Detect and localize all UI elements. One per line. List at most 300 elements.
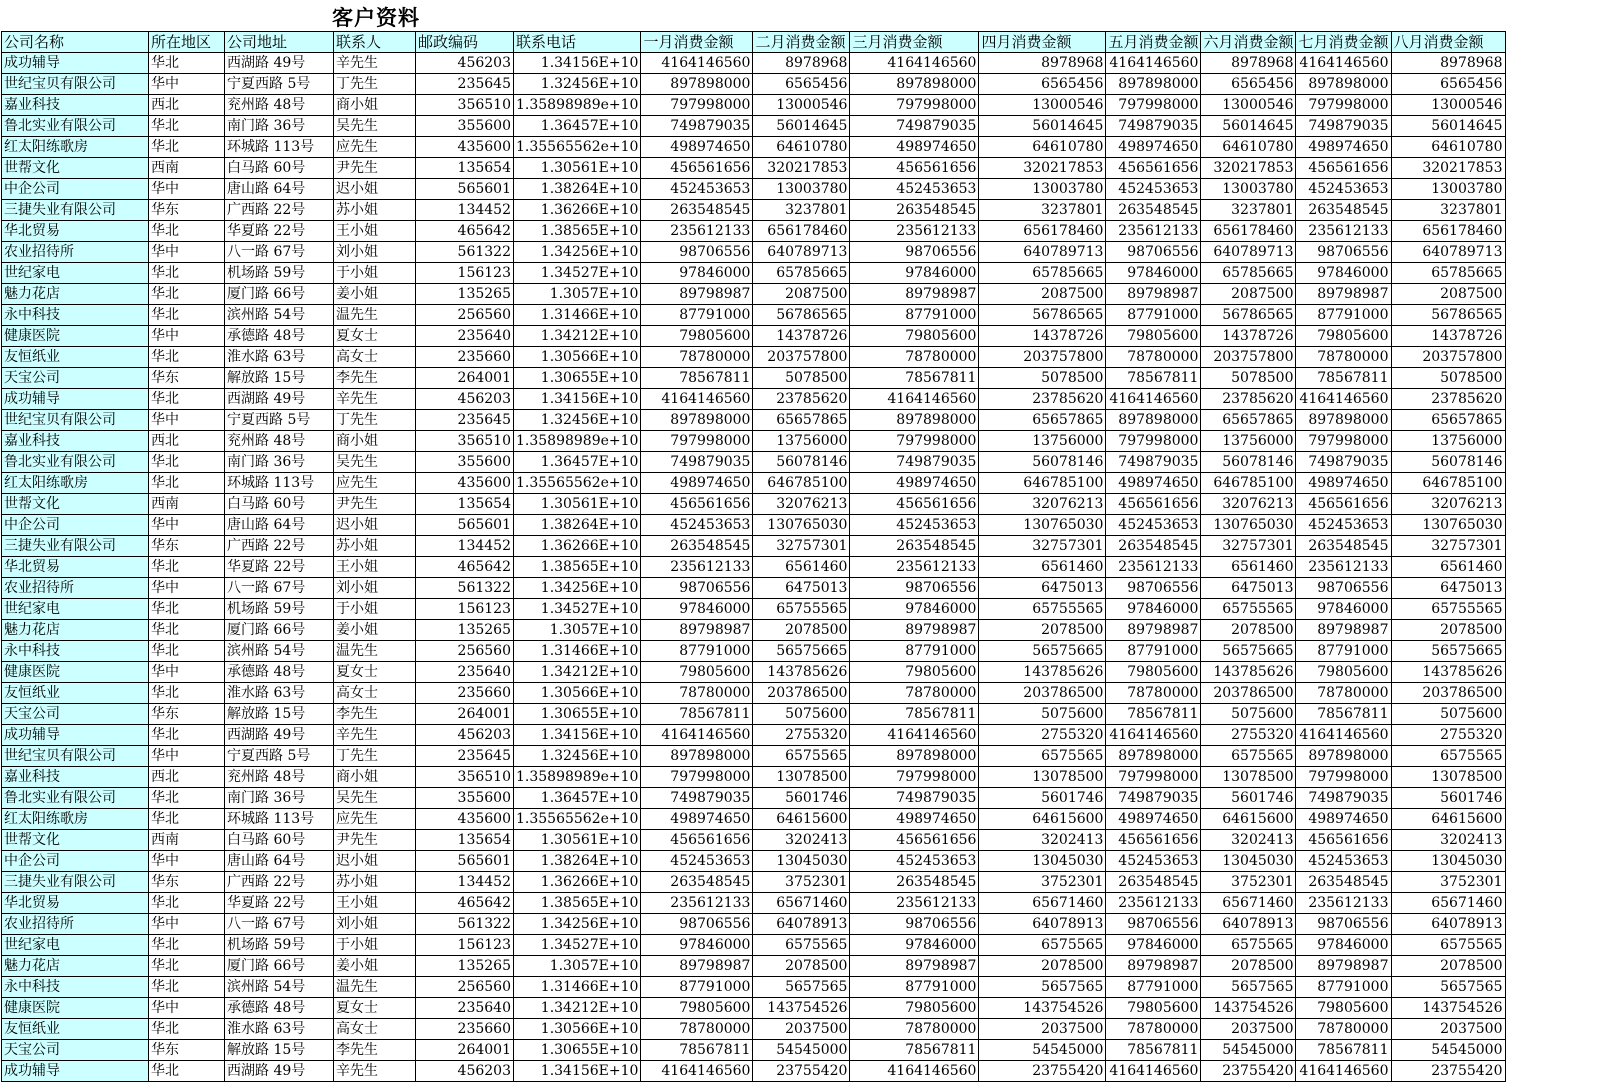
table-cell[interactable]: 辛先生 bbox=[334, 389, 416, 410]
table-cell[interactable]: 刘小姐 bbox=[334, 578, 416, 599]
table-cell[interactable]: 98706556 bbox=[1296, 242, 1391, 263]
table-cell[interactable]: 56575665 bbox=[979, 641, 1106, 662]
table-cell[interactable]: 89798987 bbox=[641, 620, 753, 641]
table-cell[interactable]: 89798987 bbox=[850, 284, 979, 305]
table-cell[interactable]: 32076213 bbox=[753, 494, 850, 515]
table-cell[interactable]: 23755420 bbox=[1201, 1061, 1296, 1082]
table-cell[interactable]: 温先生 bbox=[334, 641, 416, 662]
table-cell[interactable]: 广西路 22号 bbox=[225, 200, 334, 221]
table-cell[interactable]: 4164146560 bbox=[850, 53, 979, 74]
table-cell[interactable]: 13045030 bbox=[1391, 851, 1505, 872]
table-cell[interactable]: 797998000 bbox=[641, 431, 753, 452]
table-cell[interactable]: 13078500 bbox=[753, 767, 850, 788]
table-cell[interactable]: 143785626 bbox=[1201, 662, 1296, 683]
table-cell[interactable]: 红太阳练歌房 bbox=[2, 137, 149, 158]
table-cell[interactable]: 6475013 bbox=[1201, 578, 1296, 599]
table-cell[interactable]: 235612133 bbox=[1106, 557, 1201, 578]
table-cell[interactable]: 235645 bbox=[416, 74, 514, 95]
table-cell[interactable]: 5601746 bbox=[1391, 788, 1505, 809]
table-cell[interactable]: 54545000 bbox=[1391, 1040, 1505, 1061]
table-cell[interactable]: 八一路 67号 bbox=[225, 578, 334, 599]
table-cell[interactable]: 452453653 bbox=[850, 851, 979, 872]
table-cell[interactable]: 452453653 bbox=[1106, 851, 1201, 872]
table-cell[interactable]: 1.32456E+10 bbox=[514, 410, 641, 431]
table-cell[interactable]: 1.36266E+10 bbox=[514, 536, 641, 557]
table-cell[interactable]: 749879035 bbox=[641, 452, 753, 473]
table-cell[interactable]: 世纪宝贝有限公司 bbox=[2, 74, 149, 95]
table-cell[interactable]: 78567811 bbox=[1296, 704, 1391, 725]
table-cell[interactable]: 8978968 bbox=[753, 53, 850, 74]
table-cell[interactable]: 897898000 bbox=[1106, 410, 1201, 431]
column-header[interactable]: 邮政编码 bbox=[416, 32, 514, 53]
table-cell[interactable]: 13000546 bbox=[979, 95, 1106, 116]
table-cell[interactable]: 897898000 bbox=[641, 410, 753, 431]
table-cell[interactable]: 6561460 bbox=[979, 557, 1106, 578]
table-cell[interactable]: 3752301 bbox=[1391, 872, 1505, 893]
table-cell[interactable]: 姜小姐 bbox=[334, 620, 416, 641]
table-cell[interactable]: 2078500 bbox=[979, 620, 1106, 641]
table-cell[interactable]: 235640 bbox=[416, 998, 514, 1019]
table-cell[interactable]: 13045030 bbox=[979, 851, 1106, 872]
table-cell[interactable]: 264001 bbox=[416, 368, 514, 389]
table-cell[interactable]: 64615600 bbox=[753, 809, 850, 830]
table-cell[interactable]: 456203 bbox=[416, 53, 514, 74]
table-cell[interactable]: 78780000 bbox=[1106, 347, 1201, 368]
table-cell[interactable]: 498974650 bbox=[850, 473, 979, 494]
table-cell[interactable]: 健康医院 bbox=[2, 662, 149, 683]
table-cell[interactable]: 565601 bbox=[416, 851, 514, 872]
table-cell[interactable]: 鲁北实业有限公司 bbox=[2, 116, 149, 137]
column-header[interactable]: 四月消费金额 bbox=[979, 32, 1106, 53]
table-cell[interactable]: 797998000 bbox=[1106, 95, 1201, 116]
table-cell[interactable]: 203757800 bbox=[1201, 347, 1296, 368]
table-cell[interactable]: 苏小姐 bbox=[334, 872, 416, 893]
table-cell[interactable]: 897898000 bbox=[1296, 410, 1391, 431]
table-cell[interactable]: 红太阳练歌房 bbox=[2, 809, 149, 830]
table-cell[interactable]: 130765030 bbox=[1391, 515, 1505, 536]
table-cell[interactable]: 华北 bbox=[149, 1019, 225, 1040]
table-cell[interactable]: 健康医院 bbox=[2, 326, 149, 347]
table-cell[interactable]: 264001 bbox=[416, 704, 514, 725]
table-cell[interactable]: 华北 bbox=[149, 557, 225, 578]
table-cell[interactable]: 中企公司 bbox=[2, 851, 149, 872]
table-cell[interactable]: 78780000 bbox=[641, 347, 753, 368]
table-cell[interactable]: 1.34156E+10 bbox=[514, 1061, 641, 1082]
table-cell[interactable]: 天宝公司 bbox=[2, 704, 149, 725]
table-cell[interactable]: 高女士 bbox=[334, 1019, 416, 1040]
table-cell[interactable]: 1.36457E+10 bbox=[514, 116, 641, 137]
table-cell[interactable]: 97846000 bbox=[850, 935, 979, 956]
table-cell[interactable]: 749879035 bbox=[1106, 116, 1201, 137]
table-cell[interactable]: 256560 bbox=[416, 305, 514, 326]
table-cell[interactable]: 1.3057E+10 bbox=[514, 620, 641, 641]
table-cell[interactable]: 456561656 bbox=[1106, 494, 1201, 515]
table-cell[interactable]: 456203 bbox=[416, 725, 514, 746]
table-cell[interactable]: 263548545 bbox=[1106, 536, 1201, 557]
table-cell[interactable]: 797998000 bbox=[1106, 767, 1201, 788]
table-cell[interactable]: 1.34212E+10 bbox=[514, 998, 641, 1019]
table-cell[interactable]: 姜小姐 bbox=[334, 284, 416, 305]
column-header[interactable]: 二月消费金额 bbox=[753, 32, 850, 53]
table-cell[interactable]: 263548545 bbox=[641, 200, 753, 221]
table-cell[interactable]: 华北 bbox=[149, 473, 225, 494]
table-cell[interactable]: 2087500 bbox=[1201, 284, 1296, 305]
table-cell[interactable]: 唐山路 64号 bbox=[225, 179, 334, 200]
table-cell[interactable]: 452453653 bbox=[1296, 515, 1391, 536]
table-cell[interactable]: 华北 bbox=[149, 221, 225, 242]
table-cell[interactable]: 498974650 bbox=[1296, 473, 1391, 494]
table-cell[interactable]: 5078500 bbox=[1201, 368, 1296, 389]
table-cell[interactable]: 解放路 15号 bbox=[225, 1040, 334, 1061]
table-cell[interactable]: 华夏路 22号 bbox=[225, 893, 334, 914]
table-cell[interactable]: 897898000 bbox=[1296, 74, 1391, 95]
table-cell[interactable]: 鲁北实业有限公司 bbox=[2, 452, 149, 473]
table-cell[interactable]: 498974650 bbox=[641, 137, 753, 158]
table-cell[interactable]: 1.35565562e+10 bbox=[514, 473, 641, 494]
table-cell[interactable]: 65785665 bbox=[1201, 263, 1296, 284]
table-cell[interactable]: 西南 bbox=[149, 158, 225, 179]
table-cell[interactable]: 世纪宝贝有限公司 bbox=[2, 746, 149, 767]
table-cell[interactable]: 263548545 bbox=[641, 536, 753, 557]
table-cell[interactable]: 456561656 bbox=[641, 494, 753, 515]
table-cell[interactable]: 98706556 bbox=[641, 578, 753, 599]
table-cell[interactable]: 65755565 bbox=[1391, 599, 1505, 620]
table-cell[interactable]: 87791000 bbox=[1106, 305, 1201, 326]
table-cell[interactable]: 78567811 bbox=[1296, 368, 1391, 389]
table-cell[interactable]: 640789713 bbox=[979, 242, 1106, 263]
table-cell[interactable]: 235640 bbox=[416, 662, 514, 683]
table-cell[interactable]: 356510 bbox=[416, 767, 514, 788]
table-cell[interactable]: 南门路 36号 bbox=[225, 788, 334, 809]
table-cell[interactable]: 65671460 bbox=[1391, 893, 1505, 914]
table-cell[interactable]: 13000546 bbox=[753, 95, 850, 116]
table-cell[interactable]: 3202413 bbox=[753, 830, 850, 851]
table-cell[interactable]: 203786500 bbox=[1391, 683, 1505, 704]
table-cell[interactable]: 156123 bbox=[416, 935, 514, 956]
table-cell[interactable]: 98706556 bbox=[1296, 914, 1391, 935]
table-cell[interactable]: 6561460 bbox=[1201, 557, 1296, 578]
table-cell[interactable]: 淮水路 63号 bbox=[225, 1019, 334, 1040]
table-cell[interactable]: 156123 bbox=[416, 599, 514, 620]
table-cell[interactable]: 797998000 bbox=[1296, 767, 1391, 788]
table-cell[interactable]: 5657565 bbox=[979, 977, 1106, 998]
table-cell[interactable]: 健康医院 bbox=[2, 998, 149, 1019]
table-cell[interactable]: 143785626 bbox=[979, 662, 1106, 683]
table-cell[interactable]: 256560 bbox=[416, 641, 514, 662]
table-cell[interactable]: 78780000 bbox=[1106, 1019, 1201, 1040]
table-cell[interactable]: 14378726 bbox=[979, 326, 1106, 347]
table-cell[interactable]: 成功辅导 bbox=[2, 725, 149, 746]
table-cell[interactable]: 797998000 bbox=[641, 95, 753, 116]
table-cell[interactable]: 1.30561E+10 bbox=[514, 494, 641, 515]
table-cell[interactable]: 5078500 bbox=[753, 368, 850, 389]
table-cell[interactable]: 魅力花店 bbox=[2, 620, 149, 641]
table-cell[interactable]: 农业招待所 bbox=[2, 578, 149, 599]
table-cell[interactable]: 4164146560 bbox=[1106, 725, 1201, 746]
table-cell[interactable]: 天宝公司 bbox=[2, 1040, 149, 1061]
table-cell[interactable]: 1.32456E+10 bbox=[514, 74, 641, 95]
table-cell[interactable]: 6565456 bbox=[1391, 74, 1505, 95]
table-cell[interactable]: 2755320 bbox=[979, 725, 1106, 746]
table-cell[interactable]: 中企公司 bbox=[2, 179, 149, 200]
table-cell[interactable]: 87791000 bbox=[1296, 977, 1391, 998]
table-cell[interactable]: 749879035 bbox=[1106, 452, 1201, 473]
table-cell[interactable]: 78780000 bbox=[1296, 683, 1391, 704]
table-cell[interactable]: 王小姐 bbox=[334, 557, 416, 578]
table-cell[interactable]: 1.34527E+10 bbox=[514, 599, 641, 620]
table-cell[interactable]: 356510 bbox=[416, 95, 514, 116]
table-cell[interactable]: 79805600 bbox=[1296, 326, 1391, 347]
table-cell[interactable]: 西北 bbox=[149, 95, 225, 116]
table-cell[interactable]: 130765030 bbox=[979, 515, 1106, 536]
table-cell[interactable]: 56078146 bbox=[979, 452, 1106, 473]
table-cell[interactable]: 1.38565E+10 bbox=[514, 221, 641, 242]
table-cell[interactable]: 1.35565562e+10 bbox=[514, 809, 641, 830]
table-cell[interactable]: 淮水路 63号 bbox=[225, 347, 334, 368]
table-cell[interactable]: 李先生 bbox=[334, 1040, 416, 1061]
table-cell[interactable]: 78780000 bbox=[850, 1019, 979, 1040]
table-cell[interactable]: 640789713 bbox=[1201, 242, 1296, 263]
table-cell[interactable]: 235612133 bbox=[850, 221, 979, 242]
table-cell[interactable]: 65671460 bbox=[753, 893, 850, 914]
table-cell[interactable]: 797998000 bbox=[1296, 95, 1391, 116]
table-cell[interactable]: 1.35565562e+10 bbox=[514, 137, 641, 158]
table-cell[interactable]: 环城路 113号 bbox=[225, 137, 334, 158]
table-cell[interactable]: 滨州路 54号 bbox=[225, 977, 334, 998]
table-cell[interactable]: 143785626 bbox=[1391, 662, 1505, 683]
table-cell[interactable]: 宁夏西路 5号 bbox=[225, 746, 334, 767]
table-cell[interactable]: 西北 bbox=[149, 767, 225, 788]
table-cell[interactable]: 561322 bbox=[416, 242, 514, 263]
table-cell[interactable]: 749879035 bbox=[850, 788, 979, 809]
table-cell[interactable]: 吴先生 bbox=[334, 116, 416, 137]
table-cell[interactable]: 54545000 bbox=[753, 1040, 850, 1061]
table-cell[interactable]: 5075600 bbox=[1391, 704, 1505, 725]
table-cell[interactable]: 203757800 bbox=[1391, 347, 1505, 368]
table-cell[interactable]: 235645 bbox=[416, 410, 514, 431]
table-cell[interactable]: 97846000 bbox=[1296, 935, 1391, 956]
table-cell[interactable]: 97846000 bbox=[1106, 599, 1201, 620]
table-cell[interactable]: 华北 bbox=[149, 53, 225, 74]
table-cell[interactable]: 1.30561E+10 bbox=[514, 158, 641, 179]
table-cell[interactable]: 成功辅导 bbox=[2, 1061, 149, 1082]
table-cell[interactable]: 456561656 bbox=[1296, 158, 1391, 179]
table-cell[interactable]: 13078500 bbox=[1201, 767, 1296, 788]
table-cell[interactable]: 5078500 bbox=[979, 368, 1106, 389]
table-cell[interactable]: 235645 bbox=[416, 746, 514, 767]
table-cell[interactable]: 64078913 bbox=[979, 914, 1106, 935]
table-cell[interactable]: 97846000 bbox=[850, 263, 979, 284]
table-cell[interactable]: 1.3057E+10 bbox=[514, 956, 641, 977]
table-cell[interactable]: 65657865 bbox=[753, 410, 850, 431]
table-cell[interactable]: 华北 bbox=[149, 263, 225, 284]
table-cell[interactable]: 5075600 bbox=[753, 704, 850, 725]
table-cell[interactable]: 97846000 bbox=[1106, 935, 1201, 956]
column-header[interactable]: 三月消费金额 bbox=[850, 32, 979, 53]
table-cell[interactable]: 656178460 bbox=[1391, 221, 1505, 242]
table-cell[interactable]: 6475013 bbox=[979, 578, 1106, 599]
table-cell[interactable]: 263548545 bbox=[850, 536, 979, 557]
table-cell[interactable]: 1.38565E+10 bbox=[514, 557, 641, 578]
table-cell[interactable]: 98706556 bbox=[1296, 578, 1391, 599]
table-cell[interactable]: 64615600 bbox=[1391, 809, 1505, 830]
table-cell[interactable]: 1.30566E+10 bbox=[514, 1019, 641, 1040]
table-cell[interactable]: 3202413 bbox=[1201, 830, 1296, 851]
table-cell[interactable]: 4164146560 bbox=[1296, 389, 1391, 410]
table-cell[interactable]: 华北 bbox=[149, 137, 225, 158]
table-cell[interactable]: 65671460 bbox=[979, 893, 1106, 914]
table-cell[interactable]: 320217853 bbox=[1391, 158, 1505, 179]
table-cell[interactable]: 1.36266E+10 bbox=[514, 200, 641, 221]
table-cell[interactable]: 203786500 bbox=[979, 683, 1106, 704]
table-cell[interactable]: 32076213 bbox=[979, 494, 1106, 515]
table-cell[interactable]: 797998000 bbox=[641, 767, 753, 788]
table-cell[interactable]: 13045030 bbox=[1201, 851, 1296, 872]
table-cell[interactable]: 78780000 bbox=[1296, 347, 1391, 368]
table-cell[interactable]: 32076213 bbox=[1391, 494, 1505, 515]
table-cell[interactable]: 嘉业科技 bbox=[2, 95, 149, 116]
table-cell[interactable]: 456561656 bbox=[850, 158, 979, 179]
table-cell[interactable]: 64610780 bbox=[1201, 137, 1296, 158]
table-cell[interactable]: 苏小姐 bbox=[334, 536, 416, 557]
table-cell[interactable]: 23785620 bbox=[1391, 389, 1505, 410]
table-cell[interactable]: 华北 bbox=[149, 809, 225, 830]
table-cell[interactable]: 561322 bbox=[416, 914, 514, 935]
table-cell[interactable]: 广西路 22号 bbox=[225, 872, 334, 893]
table-cell[interactable]: 235612133 bbox=[641, 557, 753, 578]
table-cell[interactable]: 4164146560 bbox=[1106, 389, 1201, 410]
table-cell[interactable]: 华中 bbox=[149, 515, 225, 536]
table-cell[interactable]: 丁先生 bbox=[334, 74, 416, 95]
table-cell[interactable]: 1.35898989e+10 bbox=[514, 431, 641, 452]
table-cell[interactable]: 2087500 bbox=[753, 284, 850, 305]
table-cell[interactable]: 华中 bbox=[149, 578, 225, 599]
table-cell[interactable]: 华东 bbox=[149, 200, 225, 221]
table-cell[interactable]: 机场路 59号 bbox=[225, 599, 334, 620]
table-cell[interactable]: 749879035 bbox=[850, 452, 979, 473]
table-cell[interactable]: 65755565 bbox=[753, 599, 850, 620]
table-cell[interactable]: 1.30566E+10 bbox=[514, 347, 641, 368]
table-cell[interactable]: 1.38565E+10 bbox=[514, 893, 641, 914]
table-cell[interactable]: 商小姐 bbox=[334, 95, 416, 116]
table-cell[interactable]: 1.34256E+10 bbox=[514, 242, 641, 263]
table-cell[interactable]: 5601746 bbox=[1201, 788, 1296, 809]
table-cell[interactable]: 1.36457E+10 bbox=[514, 788, 641, 809]
table-cell[interactable]: 65657865 bbox=[979, 410, 1106, 431]
table-cell[interactable]: 白马路 60号 bbox=[225, 494, 334, 515]
table-cell[interactable]: 4164146560 bbox=[850, 725, 979, 746]
table-cell[interactable]: 6561460 bbox=[753, 557, 850, 578]
table-cell[interactable]: 79805600 bbox=[1106, 998, 1201, 1019]
table-cell[interactable]: 78567811 bbox=[641, 1040, 753, 1061]
table-cell[interactable]: 红太阳练歌房 bbox=[2, 473, 149, 494]
table-cell[interactable]: 452453653 bbox=[641, 851, 753, 872]
table-cell[interactable]: 263548545 bbox=[641, 872, 753, 893]
table-cell[interactable]: 6575565 bbox=[1391, 746, 1505, 767]
table-cell[interactable]: 78567811 bbox=[641, 368, 753, 389]
table-cell[interactable]: 78780000 bbox=[850, 683, 979, 704]
table-cell[interactable]: 452453653 bbox=[1106, 179, 1201, 200]
table-cell[interactable]: 6575565 bbox=[753, 935, 850, 956]
table-cell[interactable]: 迟小姐 bbox=[334, 515, 416, 536]
table-cell[interactable]: 1.34212E+10 bbox=[514, 662, 641, 683]
table-cell[interactable]: 1.35898989e+10 bbox=[514, 767, 641, 788]
table-cell[interactable]: 解放路 15号 bbox=[225, 704, 334, 725]
table-cell[interactable]: 1.34156E+10 bbox=[514, 389, 641, 410]
table-cell[interactable]: 98706556 bbox=[1106, 242, 1201, 263]
table-cell[interactable]: 南门路 36号 bbox=[225, 452, 334, 473]
table-cell[interactable]: 78567811 bbox=[850, 704, 979, 725]
table-cell[interactable]: 6575565 bbox=[979, 746, 1106, 767]
table-cell[interactable]: 143754526 bbox=[1201, 998, 1296, 1019]
table-cell[interactable]: 高女士 bbox=[334, 347, 416, 368]
table-cell[interactable]: 2037500 bbox=[1201, 1019, 1296, 1040]
table-cell[interactable]: 5657565 bbox=[753, 977, 850, 998]
table-cell[interactable]: 135265 bbox=[416, 620, 514, 641]
table-cell[interactable]: 56786565 bbox=[1201, 305, 1296, 326]
table-cell[interactable]: 机场路 59号 bbox=[225, 935, 334, 956]
table-cell[interactable]: 749879035 bbox=[641, 116, 753, 137]
table-cell[interactable]: 承德路 48号 bbox=[225, 326, 334, 347]
table-cell[interactable]: 235612133 bbox=[1296, 557, 1391, 578]
table-cell[interactable]: 环城路 113号 bbox=[225, 473, 334, 494]
table-cell[interactable]: 华北 bbox=[149, 977, 225, 998]
table-cell[interactable]: 565601 bbox=[416, 179, 514, 200]
table-cell[interactable]: 辛先生 bbox=[334, 725, 416, 746]
table-cell[interactable]: 农业招待所 bbox=[2, 914, 149, 935]
table-cell[interactable]: 2755320 bbox=[1201, 725, 1296, 746]
table-cell[interactable]: 机场路 59号 bbox=[225, 263, 334, 284]
table-cell[interactable]: 87791000 bbox=[1296, 641, 1391, 662]
table-cell[interactable]: 203786500 bbox=[1201, 683, 1296, 704]
table-cell[interactable]: 897898000 bbox=[641, 746, 753, 767]
table-cell[interactable]: 78780000 bbox=[641, 683, 753, 704]
table-cell[interactable]: 华夏路 22号 bbox=[225, 557, 334, 578]
table-cell[interactable]: 78780000 bbox=[641, 1019, 753, 1040]
table-cell[interactable]: 89798987 bbox=[850, 956, 979, 977]
table-cell[interactable]: 89798987 bbox=[1296, 956, 1391, 977]
table-cell[interactable]: 华东 bbox=[149, 536, 225, 557]
table-cell[interactable]: 西湖路 49号 bbox=[225, 725, 334, 746]
table-cell[interactable]: 5075600 bbox=[979, 704, 1106, 725]
table-cell[interactable]: 温先生 bbox=[334, 305, 416, 326]
table-cell[interactable]: 华东 bbox=[149, 704, 225, 725]
table-cell[interactable]: 646785100 bbox=[979, 473, 1106, 494]
table-cell[interactable]: 6575565 bbox=[979, 935, 1106, 956]
table-cell[interactable]: 农业招待所 bbox=[2, 242, 149, 263]
table-cell[interactable]: 1.34527E+10 bbox=[514, 263, 641, 284]
table-cell[interactable]: 4164146560 bbox=[1106, 1061, 1201, 1082]
table-cell[interactable]: 魅力花店 bbox=[2, 284, 149, 305]
table-cell[interactable]: 6575565 bbox=[1391, 935, 1505, 956]
table-cell[interactable]: 456561656 bbox=[850, 494, 979, 515]
table-cell[interactable]: 23785620 bbox=[979, 389, 1106, 410]
table-cell[interactable]: 465642 bbox=[416, 557, 514, 578]
table-cell[interactable]: 永中科技 bbox=[2, 641, 149, 662]
table-cell[interactable]: 厦门路 66号 bbox=[225, 284, 334, 305]
table-cell[interactable]: 135265 bbox=[416, 284, 514, 305]
table-cell[interactable]: 1.38264E+10 bbox=[514, 851, 641, 872]
table-cell[interactable]: 640789713 bbox=[753, 242, 850, 263]
table-cell[interactable]: 78567811 bbox=[641, 704, 753, 725]
table-cell[interactable]: 235612133 bbox=[850, 557, 979, 578]
table-cell[interactable]: 华北 bbox=[149, 725, 225, 746]
table-cell[interactable]: 89798987 bbox=[1296, 620, 1391, 641]
table-cell[interactable]: 尹先生 bbox=[334, 494, 416, 515]
table-cell[interactable]: 尹先生 bbox=[334, 830, 416, 851]
table-cell[interactable]: 134452 bbox=[416, 536, 514, 557]
table-cell[interactable]: 98706556 bbox=[641, 242, 753, 263]
